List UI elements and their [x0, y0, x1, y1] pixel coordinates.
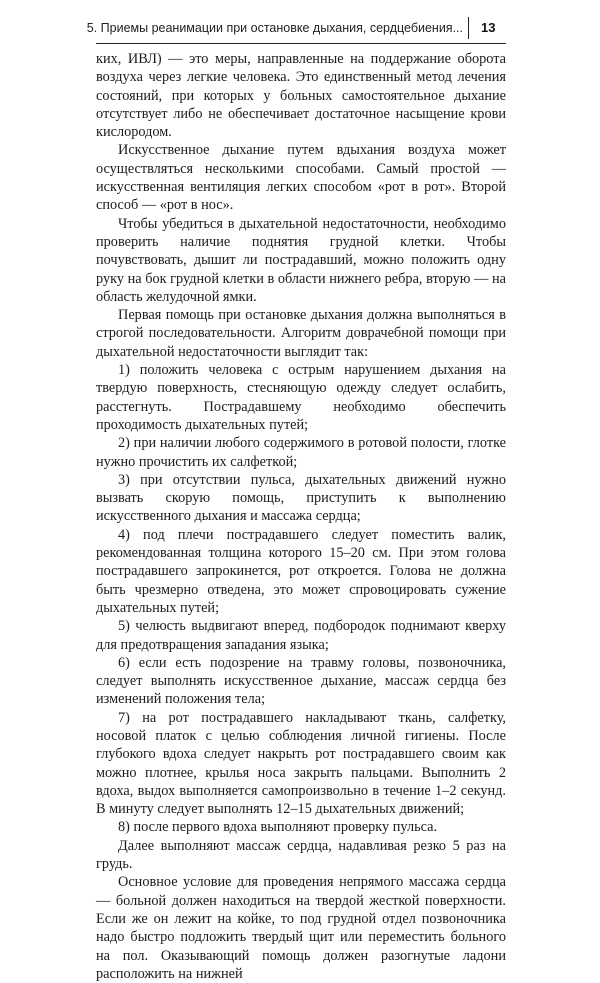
list-item: 4) под плечи пострадавшего следует поместить валик, рекомендованная толщина которого 15–20 см. При этом голова пострадавшего запрокинется, рот откроется. Голова не должна быть чрезмерно отведена, это может спровоцировать сужение дыхательных путей; — [96, 526, 506, 616]
page-number: 13 — [481, 20, 496, 35]
running-head — [0, 0, 600, 44]
list-item: 8) после первого вдоха выполняют проверку пульса. — [118, 819, 438, 836]
chapter-title: 5. Приемы реанимации при остановке дыхания, сердцебиения... — [86, 21, 463, 35]
body-text — [96, 50, 506, 983]
paragraph: Искусственное дыхание путем вдыхания воздуха может осуществляться несколькими способами. Самый простой — искусственная вентиляция легких способом «рот в рот». Второй способ — «рот в нос». — [96, 142, 506, 214]
list-item: 1) положить человека с острым нарушением дыхания на твердую поверхность, стесняющую одежду следует ослабить, расстегнуть. Пострадавшему необходимо обеспечить проходимость дыхательных путей; — [96, 362, 506, 433]
header-divider — [468, 17, 469, 39]
header-rule — [96, 43, 506, 44]
list-item: 5) челюсть выдвигают вперед, подбородок поднимают кверху для предотвращения западания языка; — [96, 618, 506, 653]
list-item: 7) на рот пострадавшего накладывают ткань, салфетку, носовой платок с целью соблюдения личной гигиены. После глубокого вдоха следует накрыть рот пострадавшего своим как можно плотнее, крылья носа закрыть пальцами. Выполнить 2 вдоха, выдох выполняется самопроизвольно в течение 1–2 секунд. В минуту следует выполнять 12–15 дыхательных движений; — [96, 709, 506, 818]
paragraph: Основное условие для проведения непрямого массажа сердца — больной должен находиться на твердой жесткой поверхности. Если же он лежит на койке, то под грудной отдел позвоночника надо быстро подложить твердый щит или переместить больного на пол. Оказывающий помощь должен разогнутые ладони расположить на нижней — [96, 874, 506, 982]
paragraph: Чтобы убедиться в дыхательной недостаточности, необходимо проверить наличие поднятия грудной клетки. Чтобы почувствовать, дышит ли пострадавший, можно положить одну руку на бок грудной клетки в области нижнего ребра, вторую — на область желудочной ямки. — [96, 215, 506, 305]
paragraph: Далее выполняют массаж сердца, надавливая резко 5 раз на грудь. — [96, 837, 506, 873]
list-item: 6) если есть подозрение на травму головы, позвоночника, следует выполнять искусственное дыхание, массаж сердца без изменений положения тела; — [96, 654, 506, 708]
list-item: 3) при отсутствии пульса, дыхательных движений нужно вызвать скорую помощь, приступить к выполнению искусственного дыхания и массажа сердца; — [96, 471, 506, 525]
paragraph: Первая помощь при остановке дыхания должна выполняться в строгой последовательности. Алгоритм доврачебной помощи при дыхательной недостаточности выглядит так: — [96, 307, 506, 360]
list-item: 2) при наличии любого содержимого в ротовой полости, глотке нужно прочистить их салфеткой; — [96, 435, 506, 470]
paragraph-continuation: ких, ИВЛ) — это меры, направленные на поддержание оборота воздуха через легкие человека. Это единственный метод лечения состояний, при которых у больных самостоятельное дыхание отсутствует либо не обеспечивает достаточное насыщение крови кислородом. — [96, 51, 506, 141]
